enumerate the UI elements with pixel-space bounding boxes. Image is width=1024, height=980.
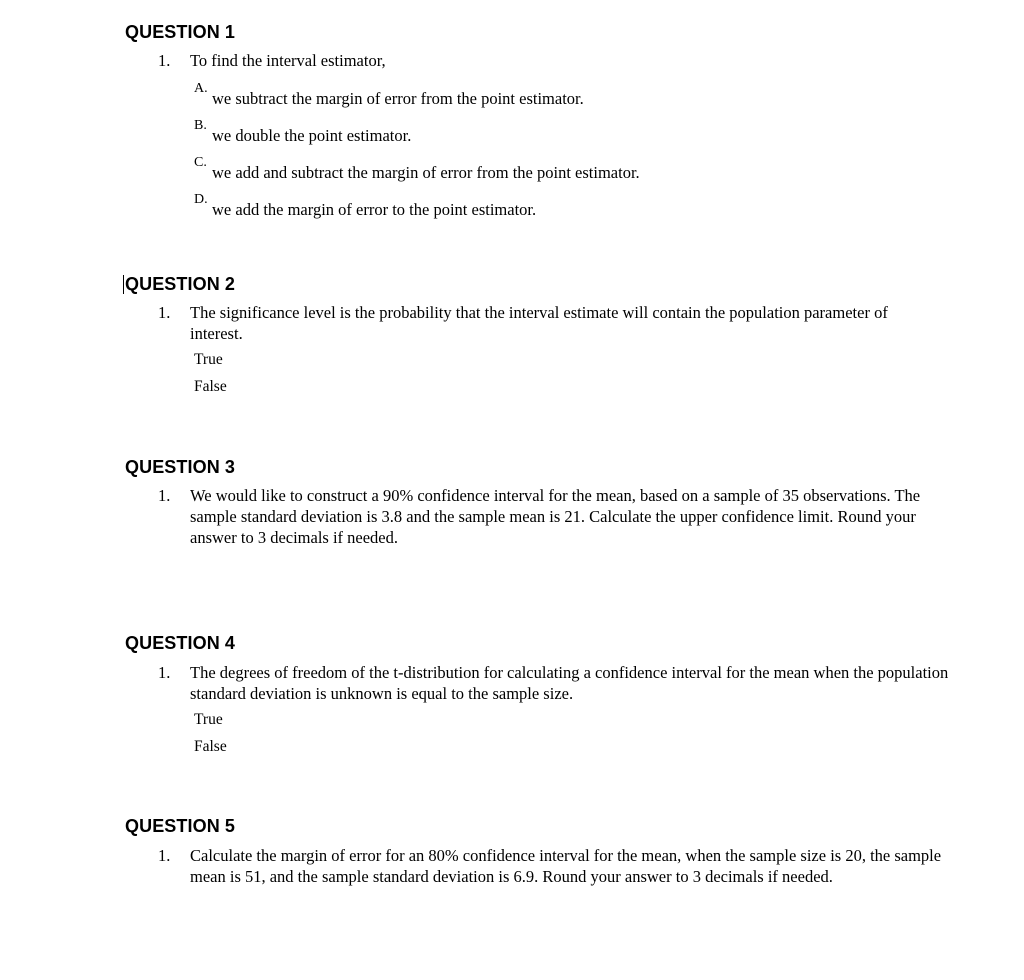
answer-option-false[interactable]: False bbox=[194, 378, 227, 395]
question-number: 1. bbox=[158, 846, 171, 865]
question-heading: QUESTION 4 bbox=[125, 633, 236, 653]
question-number: 1. bbox=[158, 303, 171, 322]
option-letter: D. bbox=[194, 192, 208, 207]
question-number: 1. bbox=[158, 486, 171, 505]
option-text: we double the point estimator. bbox=[212, 126, 412, 145]
option-letter: B. bbox=[194, 118, 207, 133]
question-heading: QUESTION 1 bbox=[125, 22, 236, 42]
answer-option-false[interactable]: False bbox=[194, 738, 227, 755]
answer-option-d[interactable] bbox=[194, 192, 614, 222]
question-heading: QUESTION 3 bbox=[125, 457, 236, 477]
answer-option-true[interactable]: True bbox=[194, 711, 223, 728]
answer-option-b[interactable] bbox=[194, 118, 464, 148]
question-heading: QUESTION 2 bbox=[125, 274, 236, 294]
question-number: 1. bbox=[158, 51, 171, 70]
question-text: To find the interval estimator, bbox=[190, 51, 386, 70]
question-number: 1. bbox=[158, 663, 171, 682]
question-text: We would like to construct a 90% confidence interval for the mean, based on a sample of 35 observations. The sample standard deviation is 3.8 and the sample mean is 21. Calculate the upper confidence limit. Round your answer to 3 decimals if needed. bbox=[190, 486, 921, 547]
question-text: The significance level is the probability that the interval estimate will contain the population parameter of interest. bbox=[190, 303, 888, 343]
question-text: Calculate the margin of error for an 80% confidence interval for the mean, when the sample size is 20, the sample mean is 51, and the sample standard deviation is 6.9. Round your answer to 3 decimals if needed. bbox=[190, 846, 942, 886]
answer-option-c[interactable] bbox=[194, 155, 734, 185]
option-text: we add the margin of error to the point estimator. bbox=[212, 200, 537, 219]
answer-option-true[interactable]: True bbox=[194, 351, 223, 368]
question-heading: QUESTION 5 bbox=[125, 816, 236, 836]
option-letter: C. bbox=[194, 155, 207, 170]
option-text: we subtract the margin of error from the point estimator. bbox=[212, 89, 584, 108]
question-text: The degrees of freedom of the t-distribution for calculating a confidence interval for the mean when the population standard deviation is unknown is equal to the sample size. bbox=[190, 663, 949, 703]
option-letter: A. bbox=[194, 81, 208, 96]
answer-option-a[interactable] bbox=[194, 81, 674, 111]
option-text: we add and subtract the margin of error from the point estimator. bbox=[212, 163, 640, 182]
